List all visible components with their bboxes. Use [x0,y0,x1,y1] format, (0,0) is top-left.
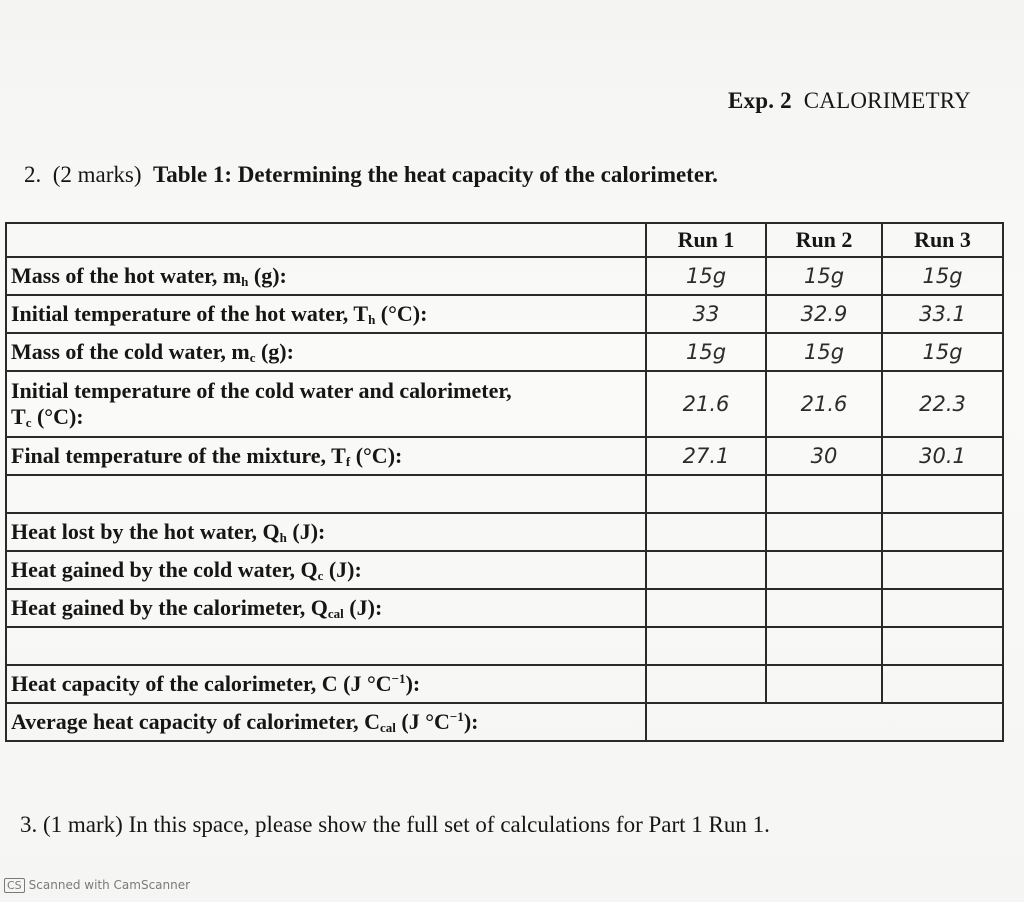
cell-run-1[interactable]: 21.6 [646,371,766,437]
row-label: Mass of the cold water, $m_c$ (g): [6,333,646,371]
row-label: Final temperature of the mixture, $T_f$ (°C): [6,437,646,475]
spacer-cell [6,627,646,665]
row-mass-hot-water [6,257,1003,295]
cell-run-3[interactable]: 22.3 [882,371,1003,437]
row-label: Initial temperature of the hot water, $T_h$ (°C): [6,295,646,333]
cell-run-1[interactable] [646,627,766,665]
header-blank-cell [6,223,646,257]
row-label: Average heat capacity of calorimeter, $C_{cal}$ (J $^\circ C^{-1}$): [6,703,646,741]
row-temp-cold-water [6,371,1003,437]
cell-run-1[interactable]: 15g [646,257,766,295]
row-heat-gained-calorimeter [6,589,1003,627]
experiment-title [728,88,971,114]
cell-run-3[interactable]: 15g [882,257,1003,295]
row-spacer-2 [6,627,1003,665]
row-label: Heat gained by the calorimeter, $Q_{cal}$ (J): [6,589,646,627]
cell-run-2[interactable]: 30 [766,437,882,475]
question-2-heading [24,162,718,188]
average-cell[interactable] [646,703,1003,741]
calorimeter-table [5,222,1004,742]
cell-run-1[interactable] [646,665,766,703]
row-average-heat-capacity [6,703,1003,741]
row-heat-lost-hot [6,513,1003,551]
cell-run-1[interactable]: 15g [646,333,766,371]
cell-run-1[interactable] [646,589,766,627]
question-2-marks: (2 marks) [52,162,142,187]
table-header-row [6,223,1003,257]
row-label: Initial temperature of the cold water and calorimeter, $T_c$ (°C): [6,371,646,437]
cell-run-2[interactable]: 32.9 [766,295,882,333]
column-header-run-1: Run 1 [646,223,766,257]
cell-run-2[interactable] [766,589,882,627]
cell-run-2[interactable] [766,513,882,551]
question-3-text: 3. (1 mark) In this space, please show the full set of calculations for Part 1 Run 1. [20,812,770,837]
row-spacer-1 [6,475,1003,513]
spacer-cell [6,475,646,513]
column-header-run-3: Run 3 [882,223,1003,257]
cell-run-2[interactable] [766,551,882,589]
row-label: Heat lost by the hot water, $Q_h$ (J): [6,513,646,551]
row-label: Mass of the hot water, $m_h$ (g): [6,257,646,295]
cell-run-3[interactable] [882,513,1003,551]
row-mass-cold-water [6,333,1003,371]
experiment-name: CALORIMETRY [803,88,971,113]
row-label: Heat capacity of the calorimeter, C (J $^\circ C^{-1}$): [6,665,646,703]
row-heat-capacity [6,665,1003,703]
row-heat-gained-cold [6,551,1003,589]
cell-run-3[interactable] [882,665,1003,703]
cell-run-1[interactable]: 33 [646,295,766,333]
cell-run-1[interactable] [646,513,766,551]
cell-run-3[interactable]: 33.1 [882,295,1003,333]
row-final-temp [6,437,1003,475]
cell-run-2[interactable] [766,665,882,703]
table-1-title: Table 1: Determining the heat capacity of the calorimeter. [153,162,718,187]
cell-run-1[interactable]: 27.1 [646,437,766,475]
cell-run-1[interactable] [646,551,766,589]
cell-run-3[interactable] [882,551,1003,589]
cell-run-3[interactable] [882,589,1003,627]
column-header-run-2: Run 2 [766,223,882,257]
cell-run-3[interactable]: 15g [882,333,1003,371]
row-temp-hot-water [6,295,1003,333]
cell-run-2[interactable] [766,627,882,665]
cell-run-2[interactable] [766,475,882,513]
camscanner-logo: CS [4,878,25,893]
cell-run-2[interactable]: 15g [766,257,882,295]
row-label: Heat gained by the cold water, $Q_c$ (J): [6,551,646,589]
question-2-number: 2. [24,162,42,187]
cell-run-3[interactable] [882,475,1003,513]
cell-run-2[interactable]: 15g [766,333,882,371]
cell-run-1[interactable] [646,475,766,513]
camscanner-watermark [4,878,190,893]
cell-run-3[interactable] [882,627,1003,665]
watermark-text: Scanned with CamScanner [28,878,191,892]
cell-run-3[interactable]: 30.1 [882,437,1003,475]
cell-run-2[interactable]: 21.6 [766,371,882,437]
experiment-number: Exp. 2 [728,88,792,113]
